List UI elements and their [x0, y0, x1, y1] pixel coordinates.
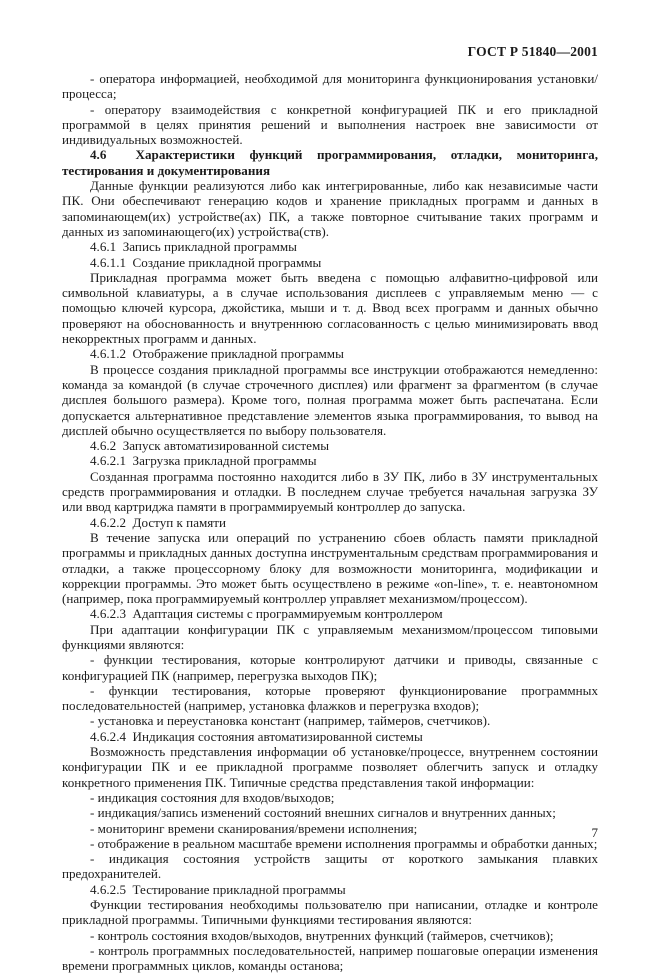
paragraph: Данные функции реализуются либо как интегрированные, либо как независимые части ПК. Они обеспечивают генерацию кодов и хранение прикладных программ и данных в запоминающем(их) устройстве(ах) ПК, а также повторное считывание таких программ и данных из запоминающего(их) устройства(ств). [62, 178, 598, 239]
list-item: - мониторинг времени сканирования/времени исполнения; [90, 820, 418, 836]
subsection-heading: 4.6.2.4 Индикация состояния автоматизированной системы [90, 728, 423, 744]
list-item: - отображение в реальном масштабе времени исполнения программы и обработки данных; [90, 835, 598, 851]
paragraph: Прикладная программа может быть введена с помощью алфавитно-цифровой или символьной клавиатуры, а в случае использования дисплеев с управляемым меню — с помощью ключей курсора, джойстика, мыши и т. д. Ввод всех программ и данных обычно проверяют на обоснованность и внутреннюю согласованность с целью минимизировать ввод некорректных программ и данных. [62, 269, 598, 347]
subsection-heading: 4.6.1.2 Отображение прикладной программы [90, 346, 344, 362]
list-item: - функции тестирования, которые контролируют датчики и приводы, связанные с конфигурацией ПК (например, перегрузка выходов ПК); [62, 652, 598, 683]
list-item: - индикация/запись изменений состояний внешних сигналов и внутренних данных; [90, 805, 556, 821]
paragraph: В процессе создания прикладной программы все инструкции отображаются немедленно: команда за командой (в случае строчечного дисплея) или фрагмент за фрагментом (в случае дисплея большого размера). Кроме того, полная программа может быть распечатана. Если допускается альтернативное представление элементов языка программирования, то вывод на дисплей обычно осуществляется по выбору пользователя. [62, 361, 598, 438]
list-item: - оператора информацией, необходимой для мониторинга функционирования установки/процесса; [62, 71, 598, 102]
subsection-heading: 4.6.2.2 Доступ к памяти [90, 514, 227, 530]
paragraph: При адаптации конфигурации ПК с управляемым механизмом/процессом типовыми функциями являются: [62, 621, 598, 652]
subsection-heading: 4.6.2.5 Тестирование прикладной программы [90, 881, 346, 897]
list-item: - контроль программных последовательностей, например пошаговые операции изменения времени программных циклов, команды останова; [62, 942, 598, 974]
paragraph: Созданная программа постоянно находится либо в ЗУ ПК, либо в ЗУ инструментальных средств программирования и отладки. В последнем случае требуется начальная загрузка ЗУ или ввод картриджа памяти в программируемый контроллер до запуска. [62, 468, 598, 515]
paragraph: Функции тестирования необходимы пользователю при написании, отладке и контроле прикладной программы. Типичными функциями тестирования являются: [62, 897, 598, 928]
paragraph: Возможность представления информации об установке/процессе, внутреннем состоянии конфигурации ПК и ее прикладной программе позволяет облегчить запуск и отладку конкретного применения ПК. Типичные средства представления такой информации: [62, 744, 598, 790]
running-header: ГОСТ Р 51840—2001 [467, 44, 598, 59]
page-number: 7 [591, 825, 598, 840]
section-heading: 4.6 Характеристики функций программирования, отладки, мониторинга, тестирования и документирования [62, 147, 598, 178]
list-item: - оператору взаимодействия с конкретной конфигурацией ПК и его прикладной программой в целях принятия решений и выполнения настроек вне зависимости от индивидуальных возможностей. [62, 101, 598, 148]
list-item: - индикация состояния устройств защиты от короткого замыкания плавких предохранителей. [62, 851, 598, 882]
list-item: - функции тестирования, которые проверяют функционирование программных последовательностей (например, установка флажков и перегрузка входов); [62, 682, 598, 714]
list-item: - индикация состояния для входов/выходов; [90, 789, 335, 805]
subsection-heading: 4.6.2.3 Адаптация системы с программируемым контроллером [90, 606, 443, 622]
subsection-heading: 4.6.2.1 Загрузка прикладной программы [90, 453, 317, 469]
subsection-heading: 4.6.1 Запись прикладной программы [90, 239, 297, 255]
list-item: - контроль состояния входов/выходов, внутренних функций (таймеров, счетчиков); [90, 927, 554, 943]
subsection-heading: 4.6.2 Запуск автоматизированной системы [90, 438, 330, 454]
list-item: - установка и переустановка констант (например, таймеров, счетчиков). [90, 713, 491, 729]
subsection-heading: 4.6.1.1 Создание прикладной программы [90, 254, 322, 270]
paragraph: В течение запуска или операций по устранению сбоев область памяти прикладной программы и прикладных данных доступна инструментальным средствам программирования и отладки, а также процессорному блоку для возможности мониторинга, модификации и коррекции программы. Это может быть осуществлено в режиме «on-line», т. е. неавтономном (например, пока программируемый контроллер управляет механизмом/процессом). [62, 529, 598, 607]
